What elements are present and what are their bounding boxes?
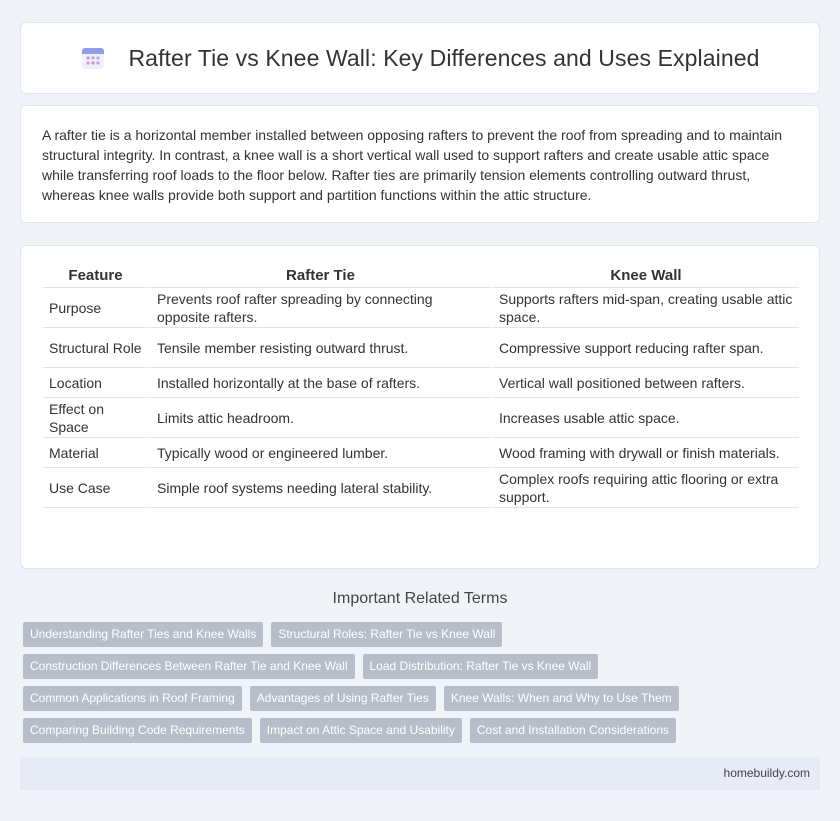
footer (20, 757, 820, 790)
related-term-tag[interactable]: Impact on Attic Space and Usability (260, 718, 462, 743)
comparison-table-card (20, 245, 820, 569)
table-row (43, 438, 799, 468)
table-cell-feature: Material (43, 438, 148, 468)
related-term-tag[interactable]: Comparing Building Code Requirements (23, 718, 252, 743)
header-feature: Feature (43, 266, 148, 288)
table-row (43, 288, 799, 328)
header-card (20, 22, 820, 94)
table-cell-knee-wall: Wood framing with drywall or finish materials. (490, 438, 799, 468)
tag-row (23, 686, 819, 718)
table-cell-knee-wall: Supports rafters mid-span, creating usable attic space. (490, 288, 799, 328)
related-terms-list (23, 622, 819, 750)
footer-site-link[interactable]: homebuildy.com (723, 766, 810, 780)
related-terms-title: Important Related Terms (332, 590, 508, 607)
table-cell-rafter-tie: Prevents roof rafter spreading by connecting opposite rafters. (148, 288, 490, 328)
related-term-tag[interactable]: Cost and Installation Considerations (470, 718, 676, 743)
table-cell-knee-wall: Vertical wall positioned between rafters. (490, 368, 799, 398)
intro-card (20, 105, 820, 223)
calendar-icon (80, 45, 106, 71)
table-row (43, 468, 799, 508)
table-row (43, 398, 799, 438)
table-header-row (43, 266, 799, 288)
related-term-tag[interactable]: Advantages of Using Rafter Ties (250, 686, 436, 711)
table-cell-knee-wall: Compressive support reducing rafter span. (490, 328, 799, 368)
header-rafter-tie: Rafter Tie (148, 266, 490, 288)
table-row (43, 368, 799, 398)
table-cell-feature: Effect on Space (43, 398, 148, 438)
table-cell-feature: Structural Role (43, 328, 148, 368)
table-cell-feature: Purpose (43, 288, 148, 328)
page-title: Rafter Tie vs Knee Wall: Key Differences and Uses Explained (128, 44, 760, 71)
related-term-tag[interactable]: Structural Roles: Rafter Tie vs Knee Wall (271, 622, 502, 647)
table-cell-feature: Use Case (43, 468, 148, 508)
related-term-tag[interactable]: Load Distribution: Rafter Tie vs Knee Wall (363, 654, 599, 679)
related-term-tag[interactable]: Knee Walls: When and Why to Use Them (444, 686, 679, 711)
table-cell-knee-wall: Complex roofs requiring attic flooring or extra support. (490, 468, 799, 508)
table-row (43, 328, 799, 368)
table-cell-knee-wall: Increases usable attic space. (490, 398, 799, 438)
tag-row (23, 718, 819, 750)
table-cell-rafter-tie: Simple roof systems needing lateral stability. (148, 468, 490, 508)
tag-row (23, 654, 819, 686)
comparison-table (43, 266, 799, 508)
table-cell-rafter-tie: Installed horizontally at the base of rafters. (148, 368, 490, 398)
table-cell-rafter-tie: Tensile member resisting outward thrust. (148, 328, 490, 368)
tag-row (23, 622, 819, 654)
header-knee-wall: Knee Wall (490, 266, 799, 288)
related-term-tag[interactable]: Common Applications in Roof Framing (23, 686, 242, 711)
related-term-tag[interactable]: Construction Differences Between Rafter Tie and Knee Wall (23, 654, 355, 679)
table-cell-rafter-tie: Limits attic headroom. (148, 398, 490, 438)
related-term-tag[interactable]: Understanding Rafter Ties and Knee Walls (23, 622, 263, 647)
intro-paragraph: A rafter tie is a horizontal member installed between opposing rafters to prevent the roof from spreading and to maintain structural integrity. In contrast, a knee wall is a short vertical wall used to support rafters and create usable attic space while transferring roof loads to the floor below. Rafter ties are primarily tension elements controlling outward thrust, whereas knee walls provide both support and partition functions within the attic structure. (42, 127, 783, 203)
table-cell-feature: Location (43, 368, 148, 398)
table-cell-rafter-tie: Typically wood or engineered lumber. (148, 438, 490, 468)
